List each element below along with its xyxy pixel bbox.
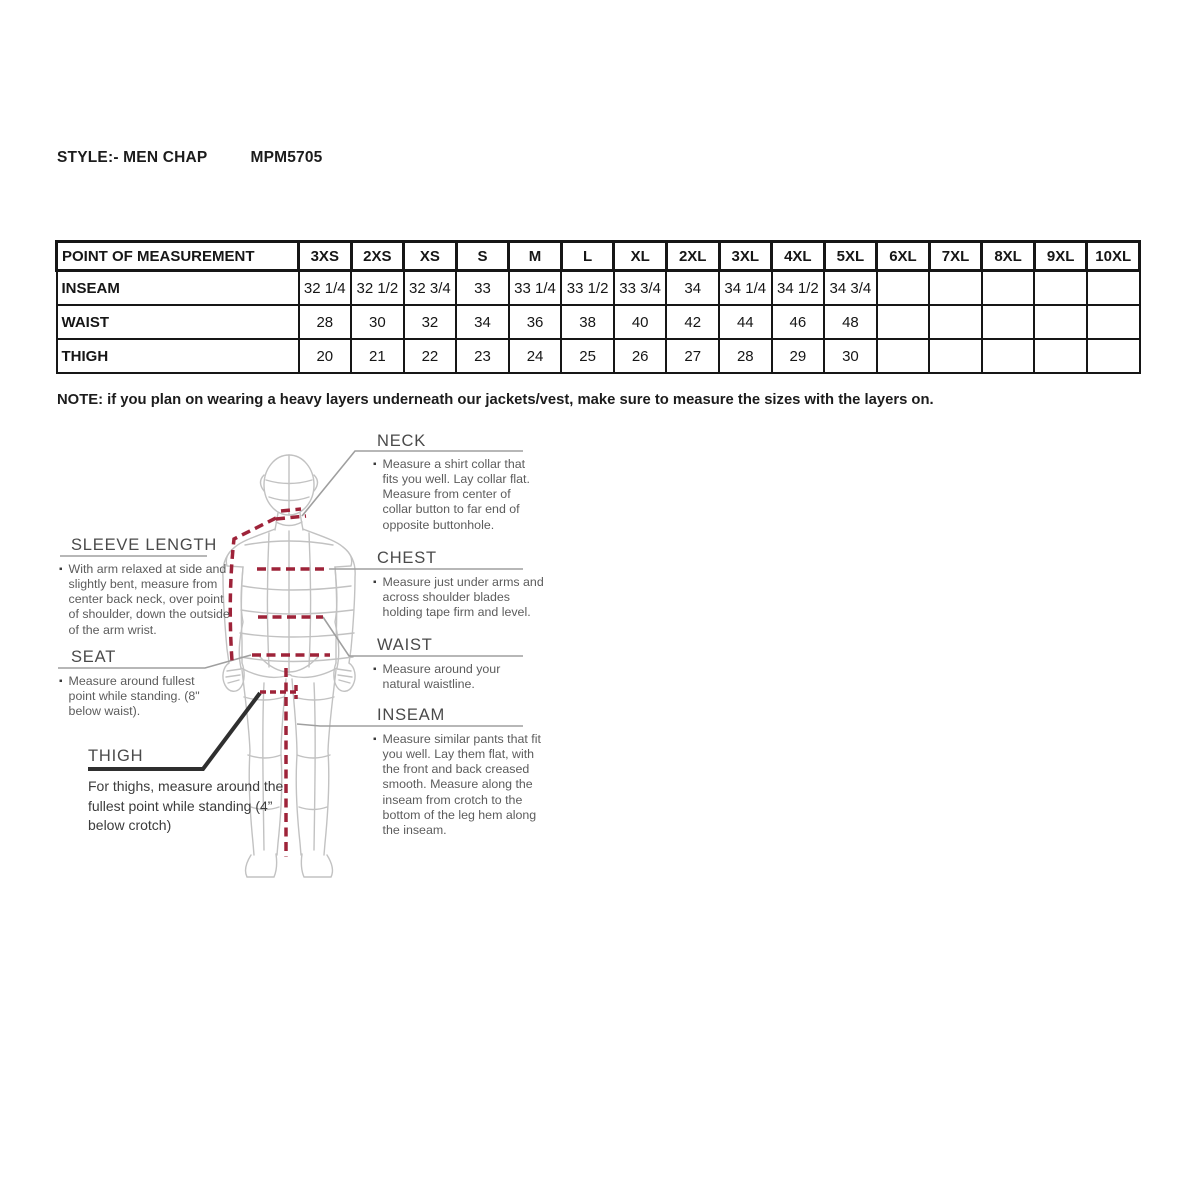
table-row	[57, 305, 1140, 339]
guide-chest-label: CHEST	[377, 549, 437, 567]
size-cell	[929, 271, 982, 306]
size-cell	[982, 339, 1035, 373]
guide-inseam-text	[373, 732, 545, 838]
guide-chest-description: Measure just under arms and across shoulder blades holding tape firm and level.	[382, 575, 544, 620]
size-column-header: L	[561, 242, 614, 271]
size-cell: 27	[666, 339, 719, 373]
size-cell	[982, 305, 1035, 339]
guide-seat	[71, 648, 116, 667]
thigh-measure-line	[260, 685, 296, 699]
size-cell: 34 1/2	[772, 271, 825, 306]
size-column-header: 4XL	[772, 242, 825, 271]
guide-waist-label: WAIST	[377, 636, 433, 654]
size-cell: 30	[351, 305, 404, 339]
size-column-header: 10XL	[1087, 242, 1140, 271]
size-cell: 46	[772, 305, 825, 339]
row-label: INSEAM	[57, 271, 299, 306]
size-cell: 25	[561, 339, 614, 373]
size-cell: 40	[614, 305, 667, 339]
size-cell: 24	[509, 339, 562, 373]
guide-seat-text	[59, 674, 224, 719]
size-cell: 44	[719, 305, 772, 339]
guide-sleeve-length-description: With arm relaxed at side and slightly bent, measure from center back neck, over point of shoulder, down the outside of the arm wrist.	[68, 562, 230, 637]
bullet-icon: ▪	[59, 676, 63, 687]
size-cell: 30	[824, 339, 877, 373]
size-cell: 48	[824, 305, 877, 339]
size-cell	[1087, 339, 1140, 373]
size-cell	[877, 271, 930, 306]
size-cell	[929, 339, 982, 373]
bullet-icon: ▪	[373, 664, 377, 675]
size-column-header: 5XL	[824, 242, 877, 271]
size-cell: 33 1/2	[561, 271, 614, 306]
size-cell	[877, 305, 930, 339]
guide-neck-text	[373, 457, 541, 533]
size-chart-table	[55, 240, 1141, 374]
size-cell: 32 1/4	[299, 271, 352, 306]
size-column-header: XS	[404, 242, 457, 271]
guide-seat-description: Measure around fullest point while standing. (8" below waist).	[68, 674, 200, 719]
guide-neck	[377, 432, 547, 451]
size-cell	[1087, 271, 1140, 306]
neck-measure-line	[281, 509, 301, 511]
size-cell: 34	[666, 271, 719, 306]
row-label: THIGH	[57, 339, 299, 373]
size-column-header: M	[509, 242, 562, 271]
size-cell: 32 3/4	[404, 271, 457, 306]
size-cell: 32 1/2	[351, 271, 404, 306]
size-cell: 38	[561, 305, 614, 339]
size-cell: 23	[456, 339, 509, 373]
size-chart-table-body	[57, 271, 1140, 374]
size-column-header: S	[456, 242, 509, 271]
size-column-header: 2XS	[351, 242, 404, 271]
measurement-column-header: POINT OF MEASUREMENT	[57, 242, 299, 271]
size-cell: 28	[299, 305, 352, 339]
size-column-header: 2XL	[666, 242, 719, 271]
guide-chest	[377, 549, 437, 568]
bullet-icon: ▪	[59, 564, 63, 575]
size-cell: 32	[404, 305, 457, 339]
size-cell: 34	[456, 305, 509, 339]
guide-sleeve-length-label: SLEEVE LENGTH	[71, 536, 218, 554]
page-title	[57, 149, 323, 167]
size-cell: 21	[351, 339, 404, 373]
bullet-icon: ▪	[373, 577, 377, 588]
style-label: STYLE:- MEN CHAP	[57, 149, 208, 166]
size-cell: 33 1/4	[509, 271, 562, 306]
size-cell: 22	[404, 339, 457, 373]
size-cell	[982, 271, 1035, 306]
size-column-header: 6XL	[877, 242, 930, 271]
style-code: MPM5705	[250, 149, 323, 166]
row-label: WAIST	[57, 305, 299, 339]
guide-sleeve-length-text	[59, 562, 237, 638]
size-column-header: XL	[614, 242, 667, 271]
size-column-header: 7XL	[929, 242, 982, 271]
guide-thigh-label: THIGH	[88, 747, 144, 765]
size-cell: 20	[299, 339, 352, 373]
table-row	[57, 339, 1140, 373]
bullet-icon: ▪	[373, 734, 377, 745]
guide-waist-description: Measure around your natural waistline.	[382, 662, 501, 692]
guide-seat-label: SEAT	[71, 648, 117, 666]
note-text: NOTE: if you plan on wearing a heavy layers underneath our jackets/vest, make sure to measure the sizes with the layers on.	[57, 392, 934, 408]
size-cell	[1034, 305, 1087, 339]
size-column-header: 3XL	[719, 242, 772, 271]
size-cell	[877, 339, 930, 373]
guide-chest-text	[373, 575, 545, 620]
size-column-header: 9XL	[1034, 242, 1087, 271]
size-cell: 34 3/4	[824, 271, 877, 306]
size-cell: 28	[719, 339, 772, 373]
size-chart-table-head	[57, 242, 1140, 271]
size-cell	[929, 305, 982, 339]
size-cell: 26	[614, 339, 667, 373]
guide-waist	[377, 636, 433, 655]
size-cell: 29	[772, 339, 825, 373]
size-cell: 36	[509, 305, 562, 339]
measurement-diagram	[55, 425, 655, 895]
size-column-header: 3XS	[299, 242, 352, 271]
guide-neck-description: Measure a shirt collar that fits you well. Lay collar flat. Measure from center of collar button to far end of opposite buttonhole.	[382, 457, 530, 532]
guide-inseam-description: Measure similar pants that fit you well. Lay them flat, with the front and back creased smooth. Measure along the inseam from crotch to the bottom of the leg hem along the inseam.	[382, 732, 541, 837]
guide-inseam-label: INSEAM	[377, 706, 446, 724]
size-column-header: 8XL	[982, 242, 1035, 271]
size-cell	[1034, 339, 1087, 373]
guide-neck-label: NECK	[377, 432, 427, 450]
table-header-row	[57, 242, 1140, 271]
size-cell: 34 1/4	[719, 271, 772, 306]
guide-inseam	[377, 706, 445, 725]
size-cell: 33 3/4	[614, 271, 667, 306]
guide-thigh-text	[88, 777, 296, 836]
size-cell: 42	[666, 305, 719, 339]
bullet-icon: ▪	[373, 459, 377, 470]
guide-thigh	[88, 747, 143, 766]
size-cell	[1087, 305, 1140, 339]
table-row	[57, 271, 1140, 306]
size-cell	[1034, 271, 1087, 306]
guide-thigh-description: For thighs, measure around the fullest point while standing (4” below crotch)	[88, 778, 284, 834]
guide-waist-text	[373, 662, 538, 692]
guide-sleeve-length	[71, 536, 217, 555]
size-cell: 33	[456, 271, 509, 306]
